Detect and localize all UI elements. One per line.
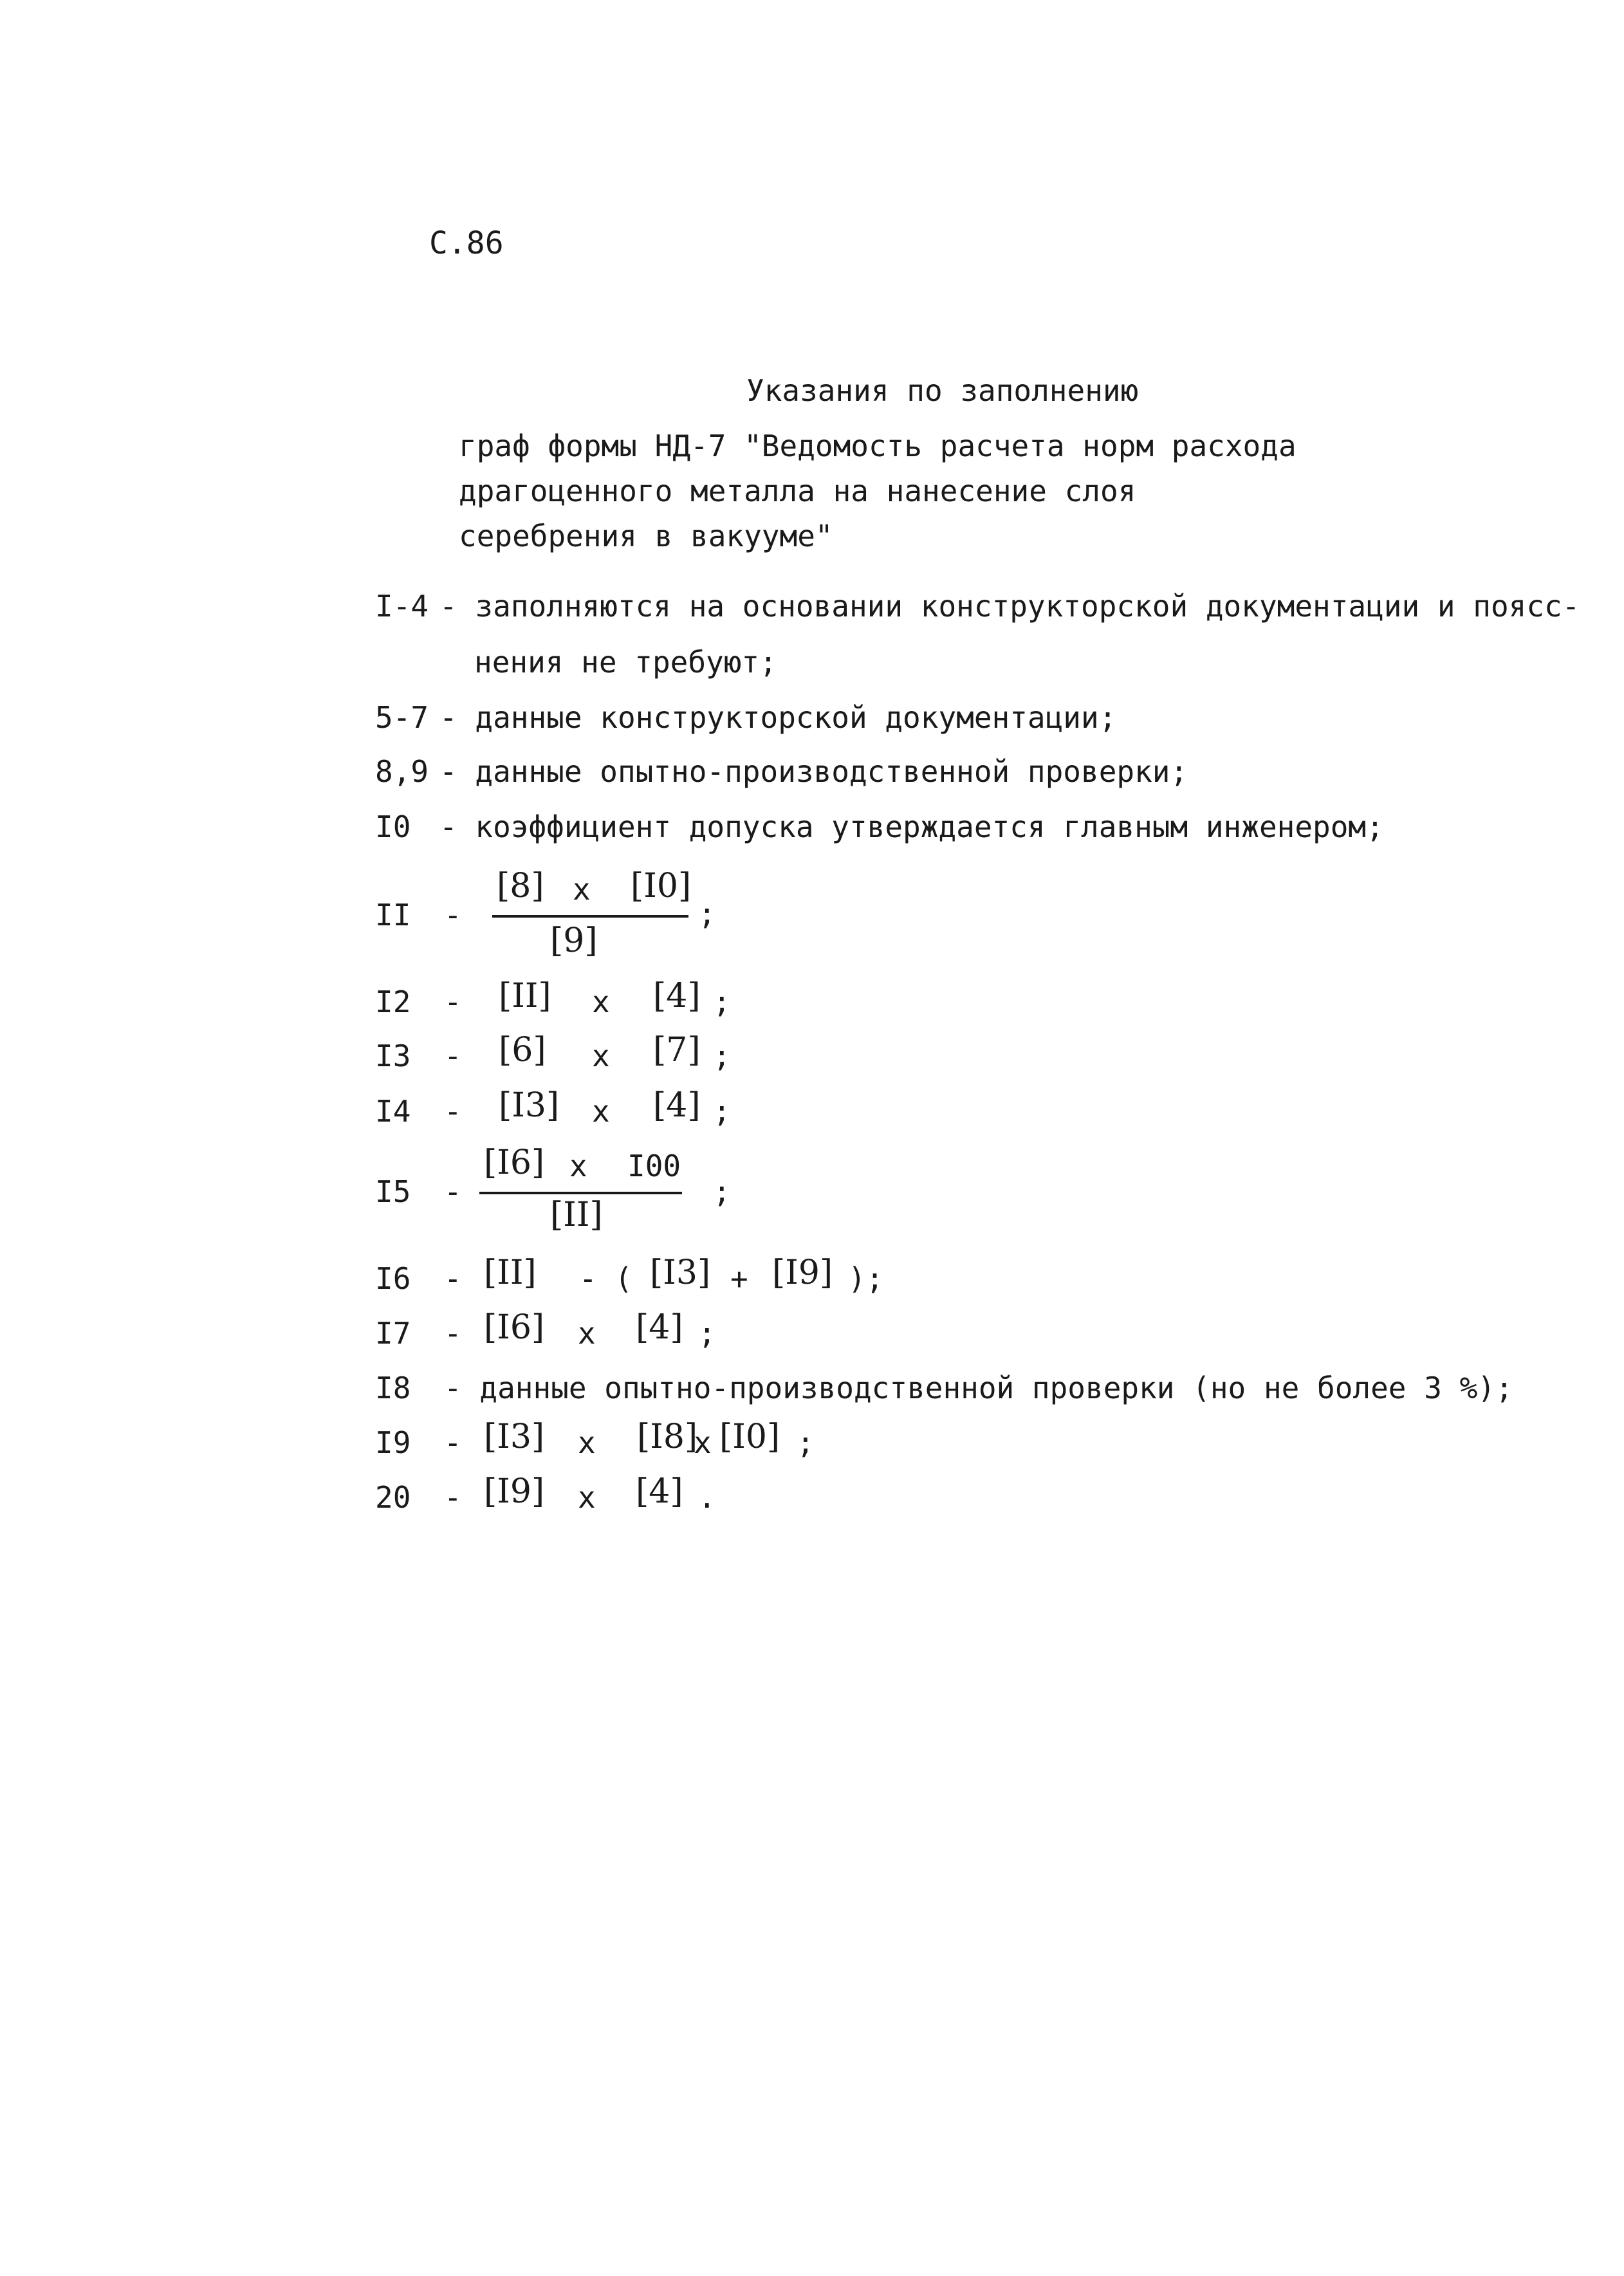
formula-reference: [7] (653, 1031, 701, 1069)
formula-reference: [I0] (631, 867, 692, 905)
dash: - (444, 898, 462, 932)
dash: - (444, 1039, 462, 1073)
heading: Указания по заполнению (746, 373, 1139, 408)
formula-reference: [I3] (484, 1418, 545, 1456)
multiply-sign: x (592, 985, 610, 1019)
multiply-sign: x (578, 1480, 596, 1515)
page-number: С.86 (429, 225, 504, 261)
item-number: I6 (375, 1261, 411, 1296)
formula-reference: [II] (550, 1196, 603, 1234)
formula-reference: [I9] (772, 1254, 833, 1292)
dash: - (444, 1425, 462, 1460)
item-number: I7 (375, 1316, 411, 1351)
formula-reference: [9] (550, 921, 598, 960)
multiply-sign: x (578, 1316, 596, 1351)
multiply-sign: x (569, 1149, 587, 1183)
formula-reference: [I8] (637, 1418, 698, 1456)
item-text: - коэффициент допуска утверждается главным инженером; (439, 810, 1384, 844)
subtitle-line-1: граф формы НД-7 "Ведомость расчета норм расхода (459, 429, 1296, 463)
semicolon: ; (698, 896, 716, 931)
formula-reference: [I3] (650, 1254, 711, 1292)
multiply-sign: x (573, 872, 591, 907)
dash: - (444, 1094, 462, 1129)
constant-value: I00 (627, 1149, 681, 1183)
multiply-sign: x (694, 1425, 712, 1460)
item-number: II (375, 898, 411, 932)
item-number: I8 (375, 1371, 411, 1405)
formula-reference: [I9] (484, 1472, 545, 1511)
multiply-sign: x (592, 1039, 610, 1073)
semicolon: ; (797, 1425, 815, 1460)
dash: - (444, 1316, 462, 1351)
dash: - (444, 985, 462, 1019)
semicolon: ; (698, 1316, 716, 1351)
closing: ); (848, 1261, 884, 1296)
formula-reference: [II] (484, 1254, 537, 1292)
dash: - (444, 1261, 462, 1296)
item-number: I9 (375, 1425, 411, 1460)
multiply-sign: x (592, 1094, 610, 1129)
semicolon: ; (713, 1094, 731, 1129)
subtitle-line-2: драгоценного металла на нанесение слоя (459, 474, 1136, 508)
dash: - (444, 1174, 462, 1209)
formula-reference: [II] (499, 977, 551, 1015)
formula-reference: [4] (653, 977, 701, 1015)
item-number: I3 (375, 1039, 411, 1073)
formula-reference: [6] (499, 1031, 546, 1069)
dash: - (444, 1480, 462, 1515)
period: . (698, 1480, 716, 1515)
item-number: I5 (375, 1174, 411, 1209)
item-number: I2 (375, 985, 411, 1019)
item-number: 20 (375, 1480, 411, 1515)
semicolon: ; (713, 985, 731, 1019)
plus-sign: + (730, 1261, 748, 1296)
subtitle-line-3: серебрения в вакууме" (459, 519, 833, 553)
formula-reference: [I0] (719, 1418, 780, 1456)
fraction-bar (492, 915, 688, 918)
formula-reference: [I6] (484, 1308, 545, 1347)
formula-reference: [8] (497, 867, 544, 905)
multiply-sign: x (578, 1425, 596, 1460)
item-text: - данные опытно-производственной проверки (но не более 3 %); (444, 1371, 1513, 1405)
item-number: 5-7 (375, 700, 429, 735)
item-number: I-4 (375, 589, 429, 624)
item-text: - данные конструкторской документации; (439, 700, 1117, 735)
item-text: - данные опытно-производственной проверки; (439, 754, 1188, 789)
formula-reference: [4] (636, 1308, 683, 1347)
formula-reference: [4] (636, 1472, 683, 1511)
fraction-bar (479, 1192, 682, 1194)
operator: - ( (579, 1261, 633, 1296)
item-number: 8,9 (375, 754, 429, 789)
formula-reference: [I6] (484, 1143, 545, 1182)
item-number: I4 (375, 1094, 411, 1129)
semicolon: ; (713, 1039, 731, 1073)
formula-reference: [I3] (499, 1086, 560, 1125)
item-text-continuation: нения не требуют; (474, 645, 777, 680)
semicolon: ; (713, 1174, 731, 1209)
formula-reference: [4] (653, 1086, 701, 1125)
item-text: - заполняются на основании конструкторской документации и поясс- (439, 589, 1580, 624)
item-number: I0 (375, 810, 411, 844)
